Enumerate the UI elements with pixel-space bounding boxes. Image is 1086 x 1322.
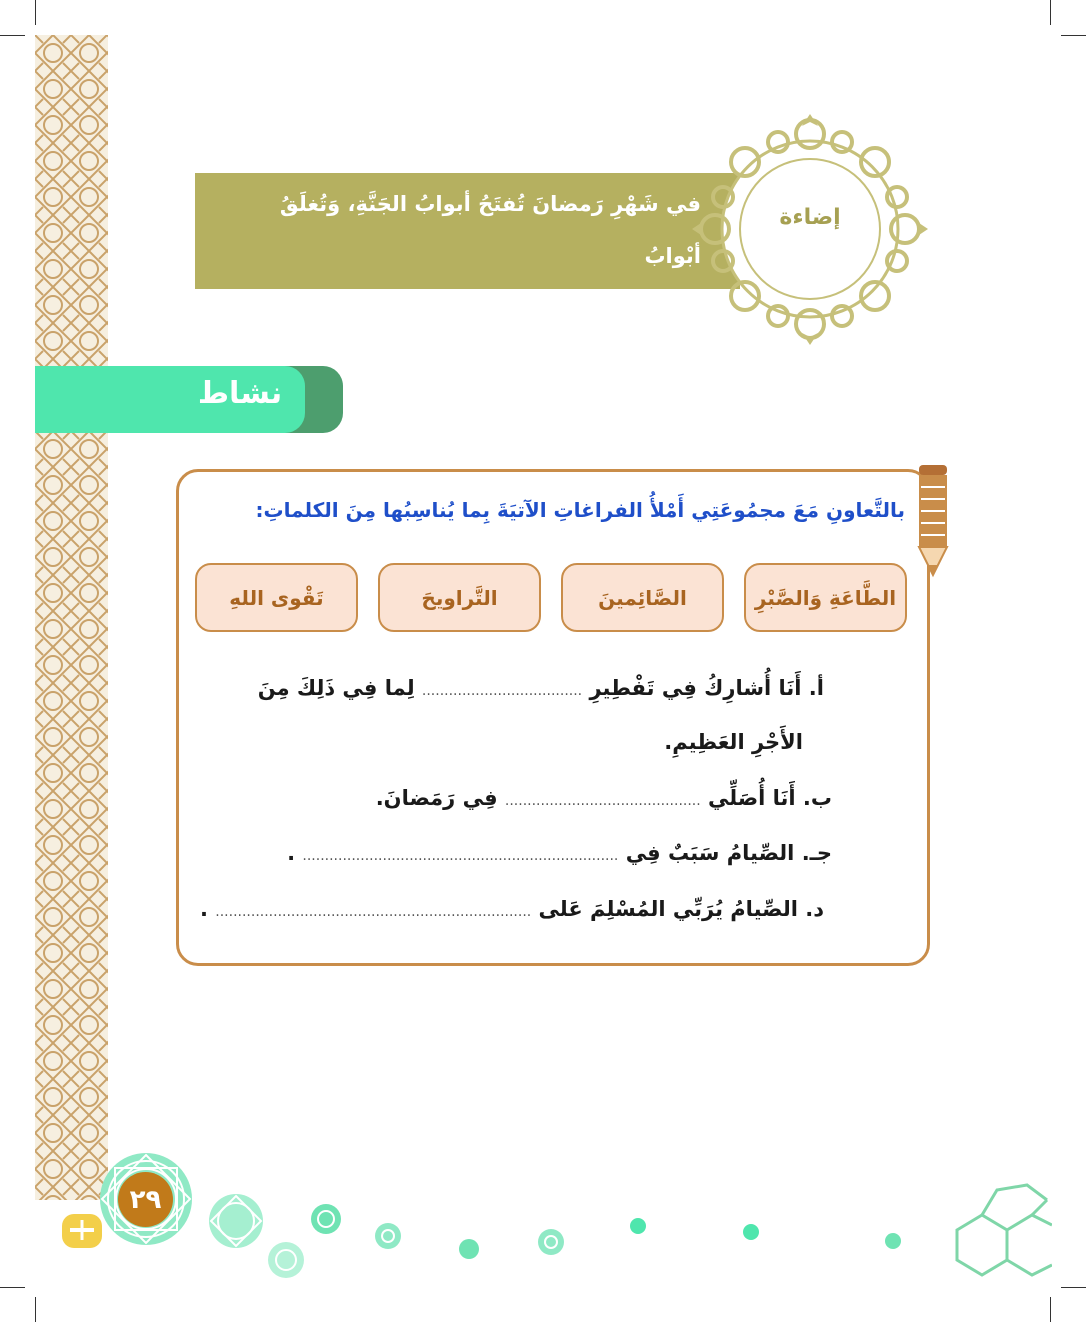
pencil-icon: [916, 463, 950, 578]
question-a-end: لِما فِي ذَلِكَ مِنَ: [257, 676, 415, 700]
rosette-icon: [629, 1217, 647, 1235]
rosette-icon: [537, 1228, 565, 1256]
question-b-end: فِي رَمَضانَ.: [375, 786, 498, 810]
question-a-continuation: الأَجْرِ العَظِيمِ.: [664, 730, 803, 754]
question-c-start: جـ. الصِّيامُ سَبَبٌ فِي: [625, 841, 832, 865]
rosette-icon: [742, 1223, 760, 1241]
crop-mark: [35, 1297, 36, 1322]
crop-mark: [0, 1287, 25, 1288]
crop-mark: [1061, 1287, 1086, 1288]
question-b-start: ب. أَنَا أُصَلِّي: [708, 786, 832, 810]
word-chip: الصَّائِمينَ: [561, 563, 724, 632]
rosette-icon: [310, 1203, 342, 1235]
crop-mark: [35, 0, 36, 25]
activity-box: [176, 469, 930, 966]
activity-tab-label: نشاط: [197, 376, 283, 411]
decorative-border-strip: [35, 35, 108, 1200]
ishraqa-line-2: النَّارِ، فَما أسْعَدَنا بِهَذا الشَّهرِ العَظيمِ.: [324, 296, 701, 320]
question-a: [258, 676, 824, 700]
crop-mark: [1050, 0, 1051, 25]
question-c-end: .: [287, 841, 296, 865]
geometric-corner-icon: [952, 1180, 1052, 1285]
blank-c[interactable]: .......................................................................: [302, 848, 619, 864]
ishraqa-text: [221, 178, 701, 334]
question-c: [287, 841, 832, 865]
blank-b[interactable]: ............................................: [504, 793, 701, 809]
ishraqa-line-1: في شَهْرِ رَمضانَ تُفتَحُ أبوابُ الجَنَّةِ، وَتُغلَقُ أبْوابُ: [279, 192, 701, 268]
ishraqa-label: إضاءة: [779, 205, 841, 230]
lattice-pattern: [35, 35, 108, 1200]
word-chip: تَقْوى اللهِ: [195, 563, 358, 632]
rosette-icon: [374, 1222, 402, 1250]
crop-mark: [1050, 1297, 1051, 1322]
question-d-end: .: [199, 897, 208, 921]
rosette-icon: [207, 1192, 265, 1250]
activity-instruction: بالتَّعاونِ مَعَ مجمُوعَتِي أَمْلأُ الفراغاتِ الآتيَةَ بِما يُناسِبُها مِنَ الكلماتِ:: [255, 498, 905, 522]
blank-d[interactable]: .......................................................................: [215, 904, 532, 920]
question-a-start: أ. أَنَا أُشارِكُ فِي تَفْطِيرِ: [589, 676, 824, 700]
crop-mark: [1061, 35, 1086, 36]
blank-a[interactable]: ....................................: [421, 683, 583, 699]
page-number: ٢٩: [118, 1172, 173, 1227]
rosette-icon: [884, 1232, 902, 1250]
rosette-icon: [458, 1238, 480, 1260]
word-chip: الطَّاعَةِ وَالصَّبْرِ: [744, 563, 907, 632]
question-d-start: د. الصِّيامُ يُرَبِّي المُسْلِمَ عَلى: [538, 897, 824, 921]
rosette-icon: [266, 1240, 306, 1280]
word-chip: التَّراويحَ: [378, 563, 541, 632]
yellow-logo-icon: [60, 1208, 104, 1252]
question-b: [376, 786, 832, 810]
crop-mark: [0, 35, 25, 36]
question-d: [200, 897, 824, 921]
